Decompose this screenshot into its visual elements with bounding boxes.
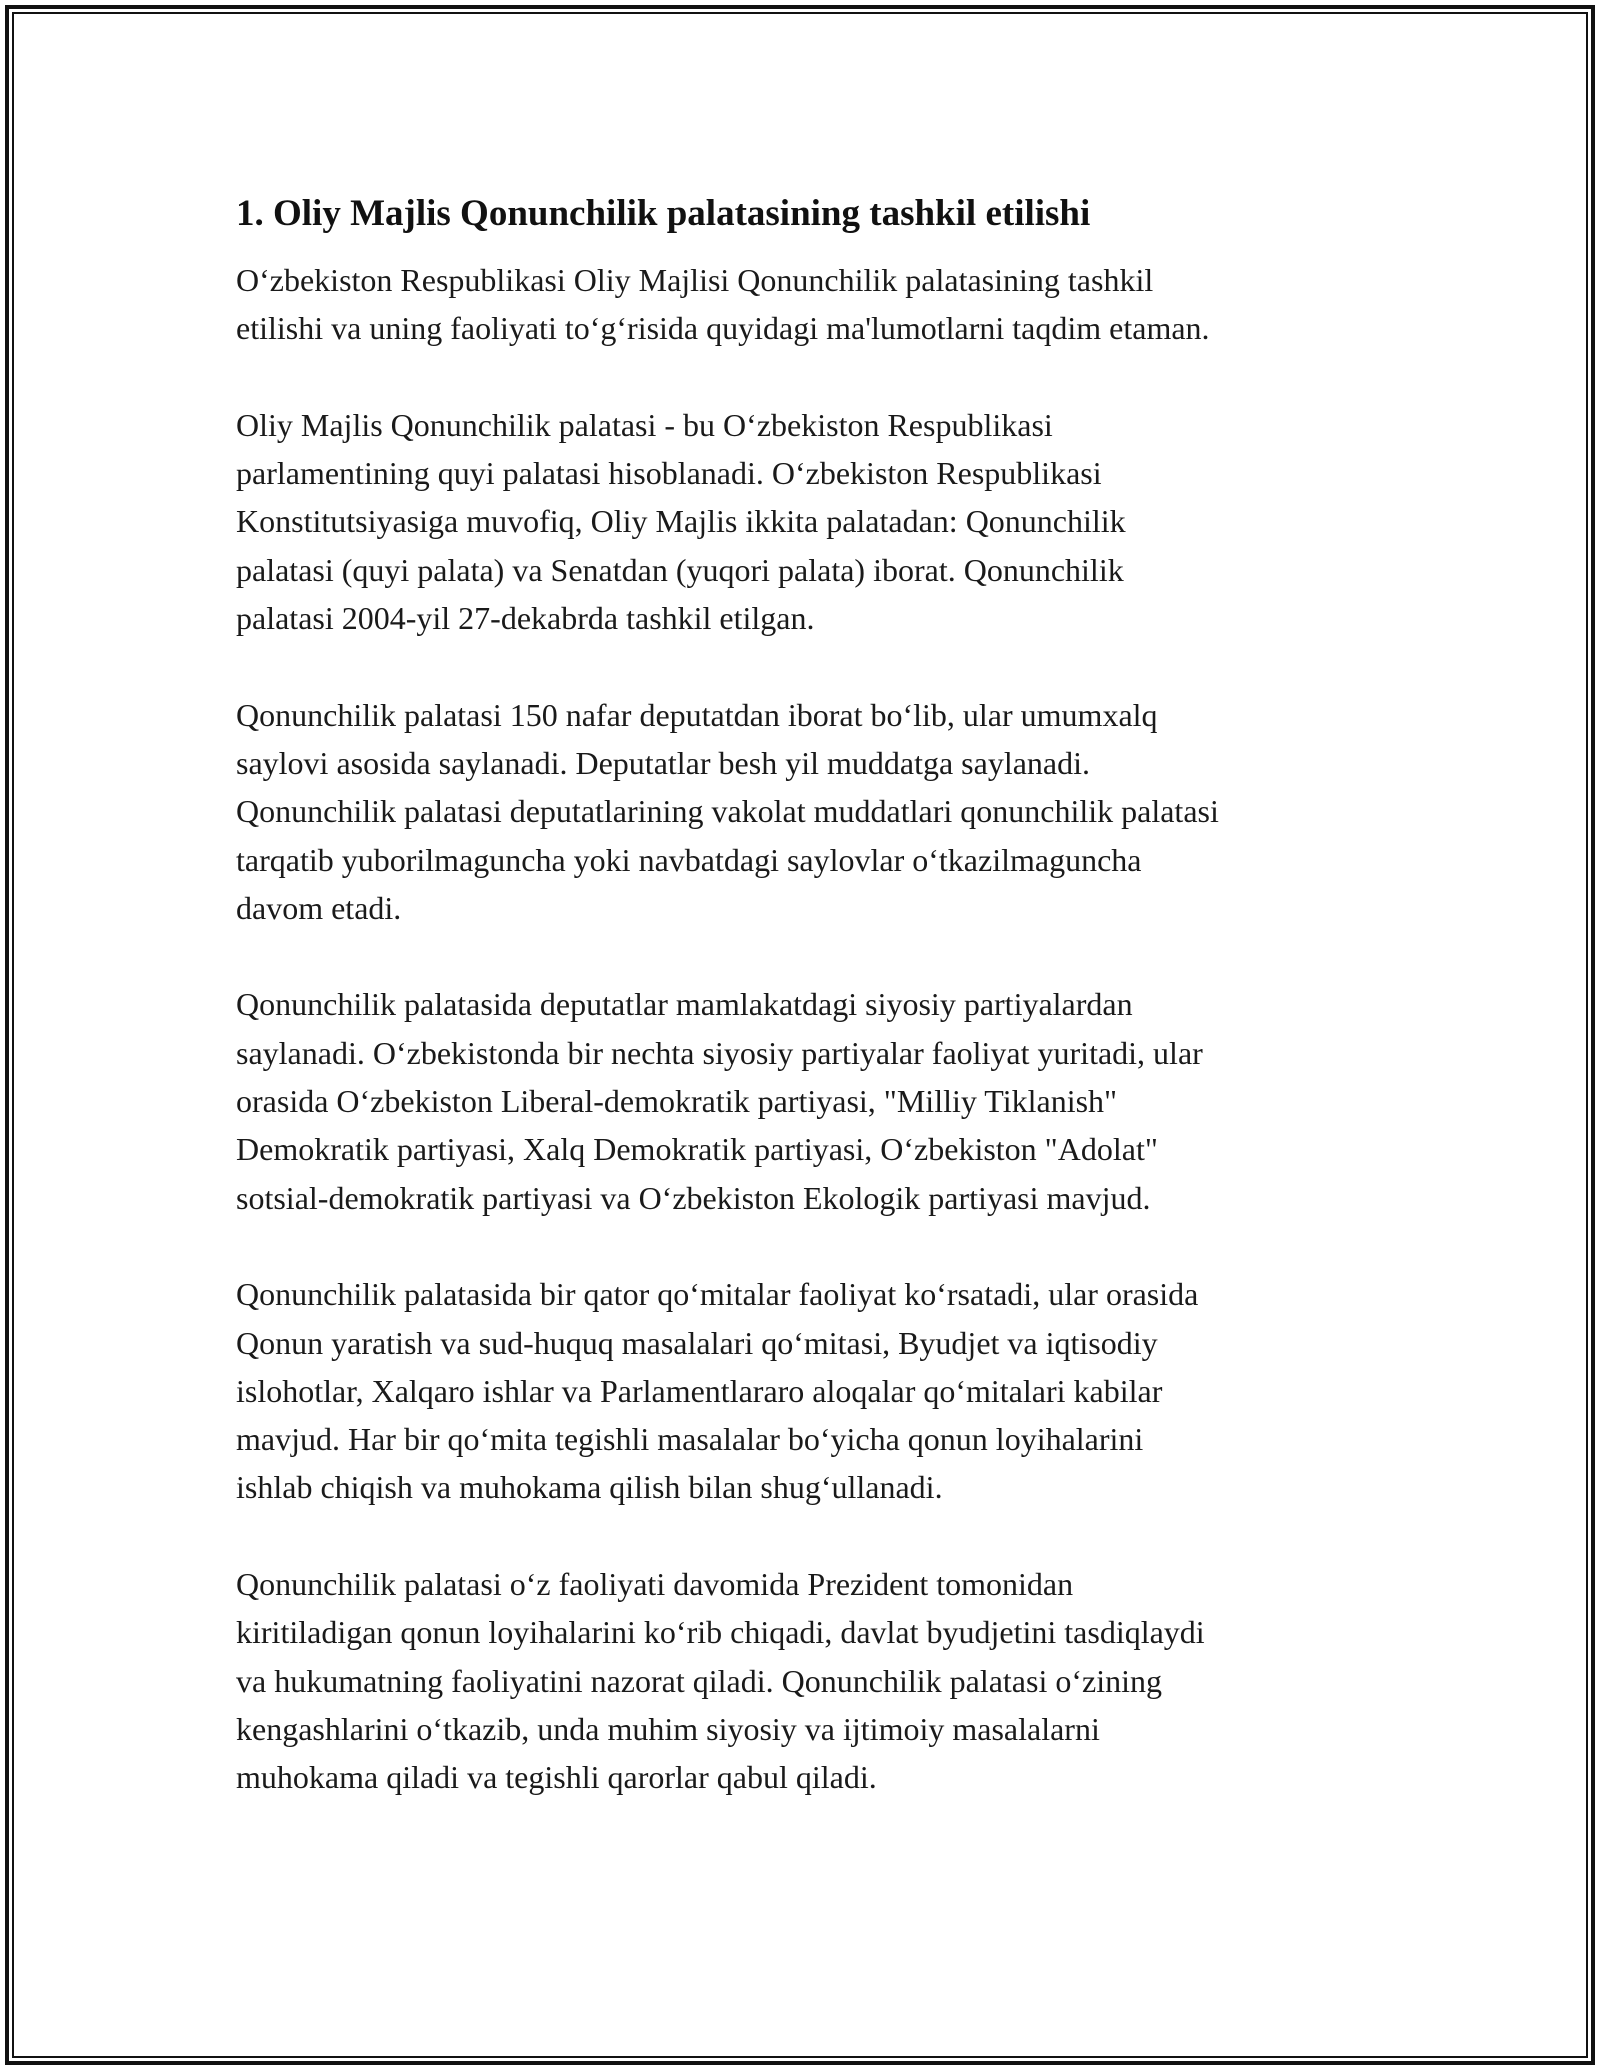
document-title: 1. Oliy Majlis Qonunchilik palatasining tashkil etilishi [236, 193, 1091, 234]
paragraph-intro: O‘zbekiston Respublikasi Oliy Majlisi Qonunchilik palatasining tashkil etilishi va uning faoliyati to‘g‘risida quyidagi ma'lumotlarni taqdim etaman. [236, 262, 1210, 347]
paragraph-definition: Oliy Majlis Qonunchilik palatasi - bu O‘zbekiston Respublikasi parlamentining quyi palatasi hisoblanadi. O‘zbekiston Respublikasi Konstitutsiyasiga muvofiq, Oliy Majlis ikkita palatadan: Qonunchilik palatasi (quyi palata) va Senatdan (yuqori palata) iborat. Qonunchilik palatasi 2004-yil 27-dekabrda tashkil etilgan. [236, 406, 1126, 637]
paragraph-functions: Qonunchilik palatasi o‘z faoliyati davomida Prezident tomonidan kiritiladigan qonun loyihalarini ko‘rib chiqadi, davlat byudjetini tasdiqlaydi va hukumatning faoliyatini nazorat qiladi. Qonunchilik palatasi o‘zining kengashlarini o‘tkazib, unda muhim siyosiy va ijtimoiy masalalarni muhokama qiladi va tegishli qarorlar qabul qiladi. [236, 1566, 1205, 1796]
paragraph-composition: Qonunchilik palatasi 150 nafar deputatdan iborat bo‘lib, ular umumxalq saylovi asosida saylanadi. Deputatlar besh yil muddatga saylanadi. Qonunchilik palatasi deputatlarining vakolat muddatlari qonunchilik palatasi tarqatib yuborilmaguncha yoki navbatdagi saylovlar o‘tkazilmaguncha davom etadi. [236, 696, 1219, 926]
document-body [236, 188, 1376, 1850]
paragraph-parties: Qonunchilik palatasida deputatlar mamlakatdagi siyosiy partiyalardan saylanadi. O‘zbekistonda bir nechta siyosiy partiyalar faoliyat yuritadi, ular orasida O‘zbekiston Liberal-demokratik partiyasi, "Milliy Tiklanish" Demokratik partiyasi, Xalq Demokratik partiyasi, O‘zbekiston "Adolat" sotsial-demokratik partiyasi va O‘zbekiston Ekologik partiyasi mavjud. [236, 986, 1203, 1216]
paragraph-committees: Qonunchilik palatasida bir qator qo‘mitalar faoliyat ko‘rsatadi, ular orasida Qonun yaratish va sud-huquq masalalari qo‘mitasi, Byudjet va iqtisodiy islohotlar, Xalqaro ishlar va Parlamentlararo aloqalar qo‘mitalari kabilar mavjud. Har bir qo‘mita tegishli masalalar bo‘yicha qonun loyihalarini ishlab chiqish va muhokama qilish bilan shug‘ullanadi. [236, 1276, 1199, 1506]
